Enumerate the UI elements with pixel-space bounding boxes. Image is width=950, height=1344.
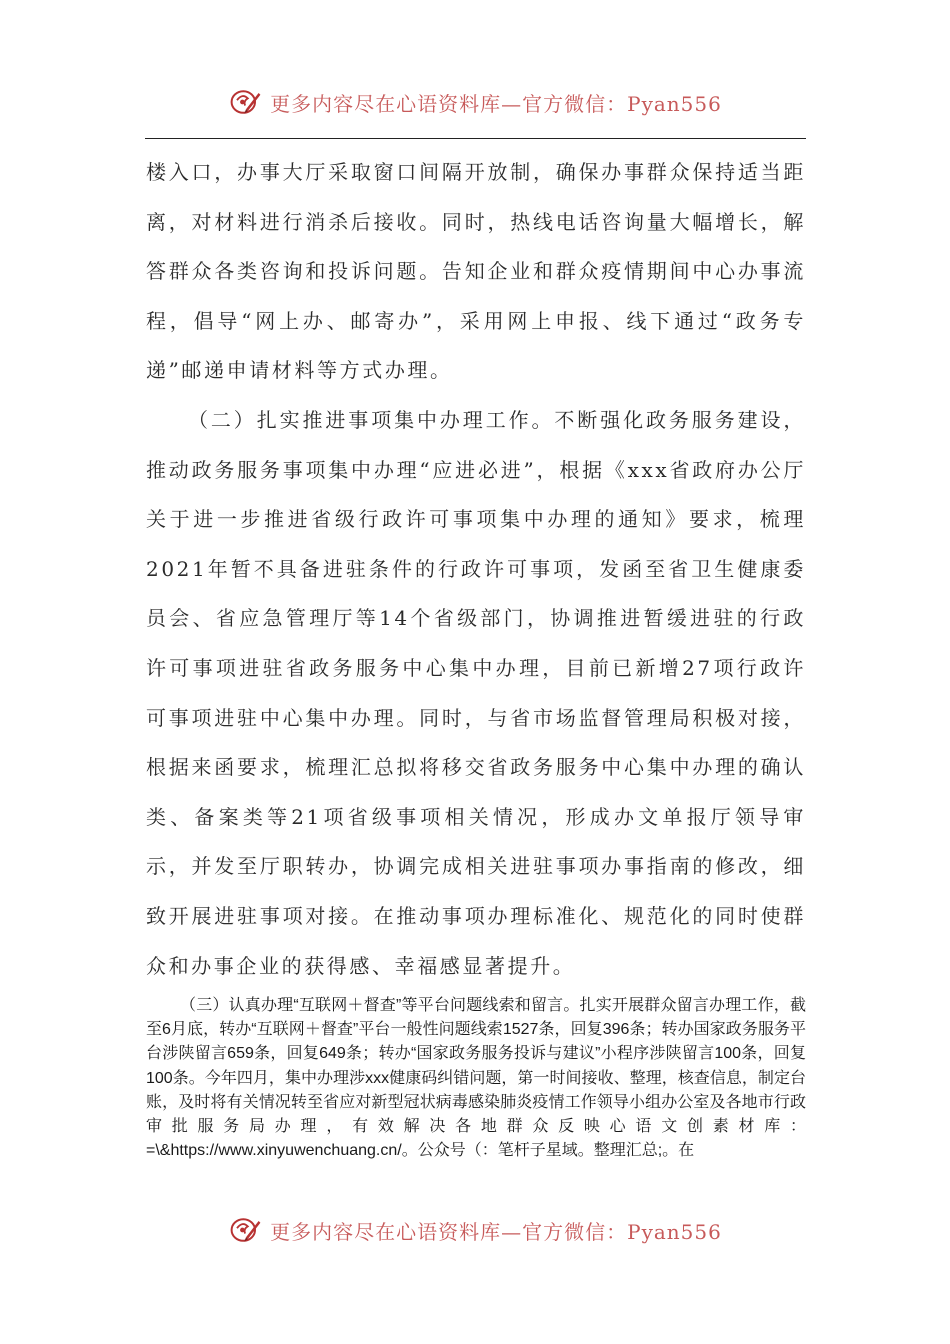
- header-banner: [0, 80, 950, 124]
- footer-banner: [0, 1208, 950, 1252]
- document-body: [146, 148, 806, 991]
- pen-flower-logo-icon: [228, 1212, 264, 1248]
- paragraph-section-2: （二）扎实推进事项集中办理工作。不断强化政务服务建设，推动政务服务事项集中办理“应进必进”，根据《xxx省政府办公厅关于进一步推进省级行政许可事项集中办理的通知》要求，梳理2021年暂不具备进驻条件的行政许可事项，发函至省卫生健康委员会、省应急管理厅等14个省级部门，协调推进暂缓进驻的行政许可事项进驻省政务服务中心集中办理，目前已新增27项行政许可事项进驻中心集中办理。同时，与省市场监督管理局积极对接，根据来函要求，梳理汇总拟将移交省政务服务中心集中办理的确认类、备案类等21项省级事项相关情况，形成办文单报厅领导审示，并发至厅职转办，协调完成相关进驻事项办事指南的修改，细致开展进驻事项对接。在推动事项办理标准化、规范化的同时使群众和办事企业的获得感、幸福感显著提升。: [146, 407, 806, 978]
- header-divider: [145, 138, 806, 139]
- pen-flower-logo-icon: [228, 84, 264, 120]
- paragraph-continuation: 楼入口，办事大厅采取窗口间隔开放制，确保办事群众保持适当距离，对材料进行消杀后接收。同时，热线电话咨询量大幅增长，解答群众各类咨询和投诉问题。告知企业和群众疫情期间中心办事流程，倡导“网上办、邮寄办”，采用网上申报、线下通过“政务专递”邮递申请材料等方式办理。: [146, 160, 806, 383]
- document-body-small: [146, 994, 806, 1163]
- header-banner-text: 更多内容尽在心语资料库—官方微信：Pyan556: [270, 91, 722, 116]
- footer-banner-text: 更多内容尽在心语资料库—官方微信：Pyan556: [270, 1219, 722, 1244]
- paragraph-section-3: （三）认真办理“互联网＋督查”等平台问题线索和留言。扎实开展群众留言办理工作，截至6月底，转办“互联网＋督查”平台一般性问题线索1527条，回复396条；转办国家政务服务平台涉陕留言659条，回复649条；转办“国家政务服务投诉与建议”小程序涉陕留言100条，回复100条。今年四月，集中办理涉xxx健康码纠错问题，第一时间接收、整理，核查信息，制定台账，及时将有关情况转至省应对新型冠状病毒感染肺炎疫情工作领导小组办公室及各地市行政审批服务局办理，有效解决各地群众反映心语文创素材库：=\&https://www.xinyuwenchuang.cn/。公众号（：笔杆子星域。整理汇总;。在: [146, 997, 806, 1160]
